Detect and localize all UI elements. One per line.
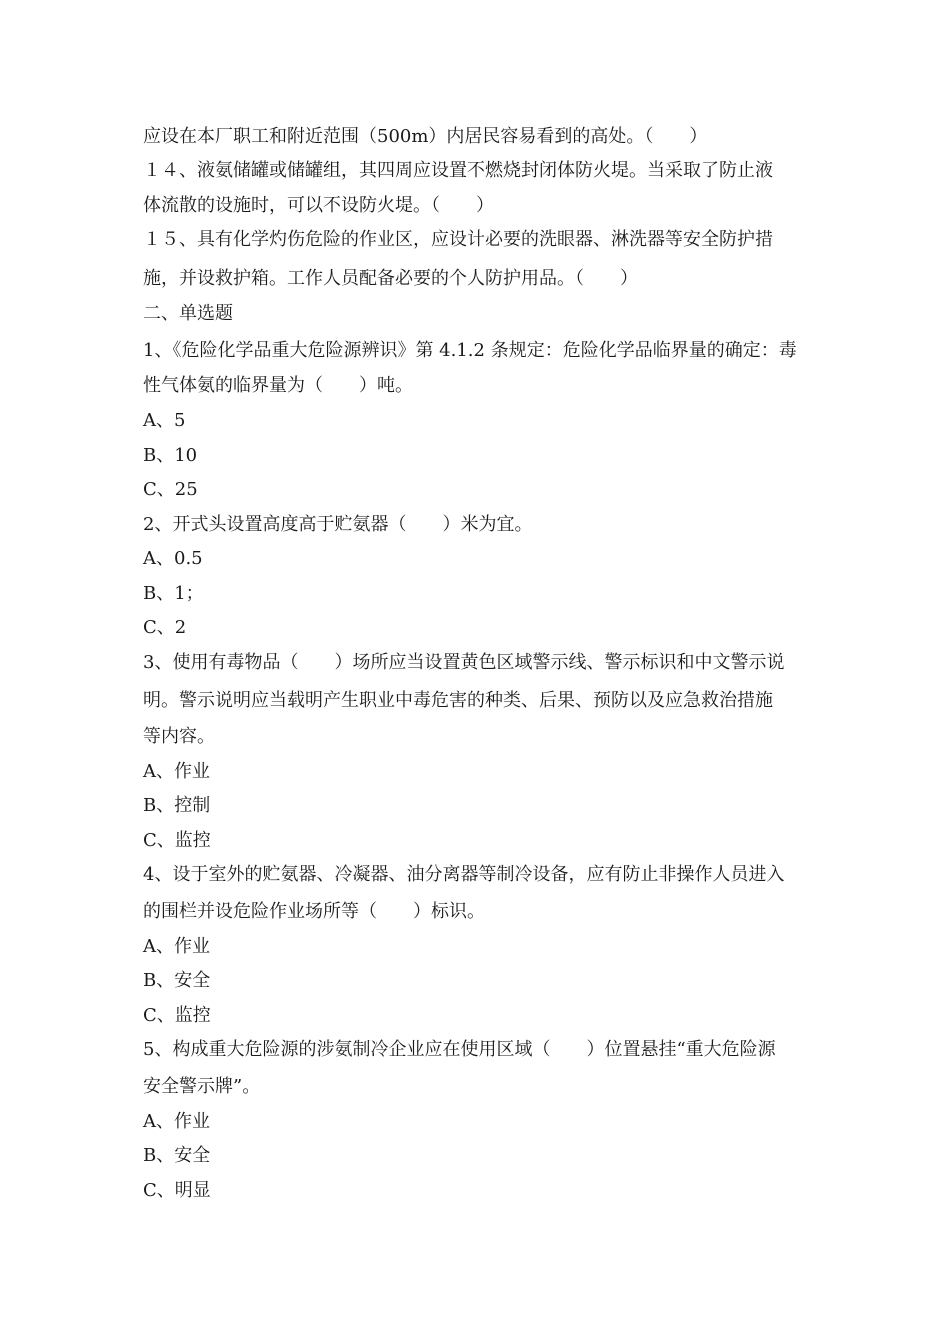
option-b: B、10 <box>143 445 198 466</box>
option-b: B、安全 <box>143 970 211 991</box>
option-a: A、作业 <box>143 936 210 957</box>
text-line: 体流散的设施时，可以不设防火堤。（ ） <box>143 195 494 216</box>
option-c: C、监控 <box>143 830 211 851</box>
option-c: C、监控 <box>143 1005 211 1026</box>
option-a: A、0.5 <box>143 548 203 569</box>
option-c: C、25 <box>143 479 198 500</box>
section-heading: 二、单选题 <box>143 303 233 324</box>
question-text: 1、《危险化学品重大危险源辨识》第 4.1.2 条规定：危险化学品临界量的确定：毒 <box>143 340 797 361</box>
text-line: １４、液氨储罐或储罐组，其四周应设置不燃烧封闭体防火堤。当采取了防止液 <box>143 160 773 181</box>
option-a: A、作业 <box>143 761 210 782</box>
option-a: A、作业 <box>143 1111 210 1132</box>
question-text: 安全警示牌”。 <box>143 1076 261 1097</box>
question-text: 2、开式头设置高度高于贮氨器（ ）米为宜。 <box>143 514 533 535</box>
question-text: 的围栏并设危险作业场所等（ ）标识。 <box>143 901 485 922</box>
question-text: 等内容。 <box>143 726 215 747</box>
option-b: B、1； <box>143 583 204 604</box>
text-line: 施，并设救护箱。工作人员配备必要的个人防护用品。（ ） <box>143 268 638 289</box>
option-a: A、5 <box>143 410 186 431</box>
question-text: 4、设于室外的贮氨器、冷凝器、油分离器等制冷设备，应有防止非操作人员进入 <box>143 864 785 885</box>
question-text: 性气体氨的临界量为（ ）吨。 <box>143 375 413 396</box>
option-b: B、安全 <box>143 1145 211 1166</box>
text-line: 应设在本厂职工和附近范围（500m）内居民容易看到的高处。（ ） <box>143 126 708 147</box>
option-c: C、明显 <box>143 1180 211 1201</box>
option-c: C、2 <box>143 617 187 638</box>
question-text: 5、构成重大危险源的涉氨制冷企业应在使用区域（ ）位置悬挂“重大危险源 <box>143 1039 776 1060</box>
question-text: 明。警示说明应当载明产生职业中毒危害的种类、后果、预防以及应急救治措施 <box>143 690 773 711</box>
question-text: 3、使用有毒物品（ ）场所应当设置黄色区域警示线、警示标识和中文警示说 <box>143 652 785 673</box>
text-line: １５、具有化学灼伤危险的作业区，应设计必要的洗眼器、淋洗器等安全防护措 <box>143 229 773 250</box>
option-b: B、控制 <box>143 795 211 816</box>
